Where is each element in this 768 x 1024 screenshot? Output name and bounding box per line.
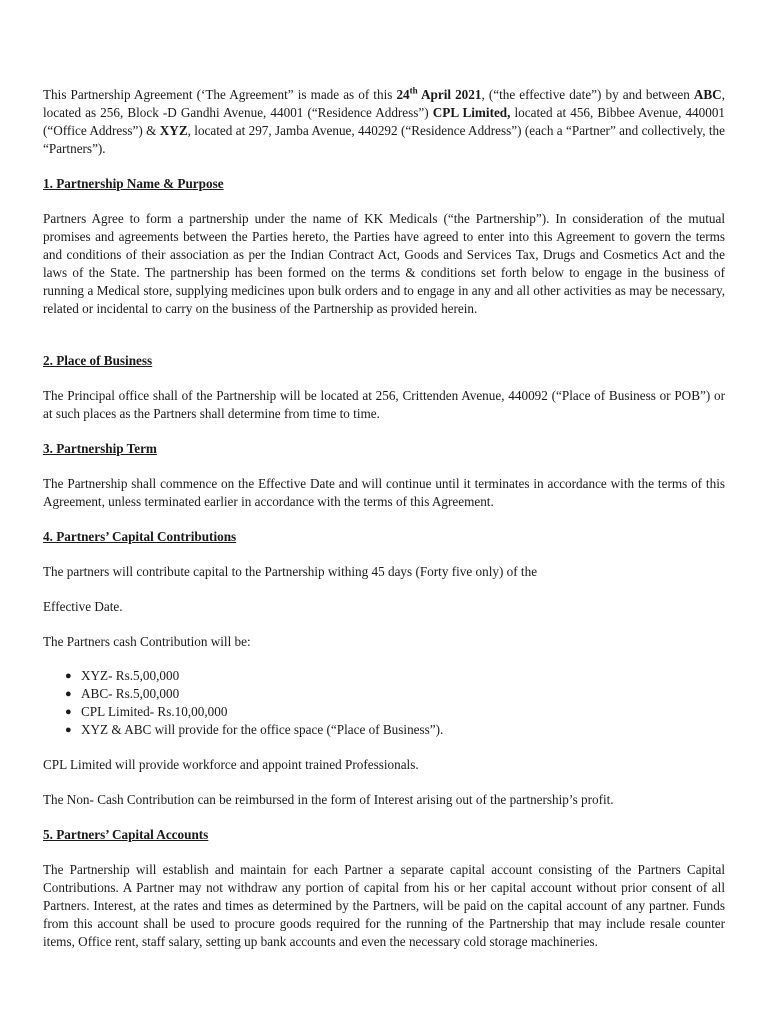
section-4-paragraph-4: CPL Limited will provide workforce and appoint trained Professionals. xyxy=(43,757,419,772)
intro-text-1: This Partnership Agreement (‘The Agreement” is made as of this xyxy=(43,87,397,102)
intro-text-2: , (“the effective date”) by and between xyxy=(481,87,694,102)
intro-paragraph xyxy=(43,86,725,158)
list-item xyxy=(65,667,725,685)
bullet-icon: ● xyxy=(65,706,72,718)
section-3-heading: 3. Partnership Term xyxy=(43,441,157,456)
intro-text-3: , located as 256, Block -D Gandhi Avenue, 44001 (“Residence Address”) xyxy=(43,87,725,120)
list-item xyxy=(65,703,725,721)
list-item-text: XYZ & ABC will provide for the office space (“Place of Business”). xyxy=(81,722,444,737)
section-2-heading: 2. Place of Business xyxy=(43,353,153,368)
section-3-body: The Partnership shall commence on the Effective Date and will continue until it terminates in accordance with the terms of this Agreement, unless terminated earlier in accordance with the terms of this Agreement. xyxy=(43,476,725,509)
party-cpl: CPL Limited, xyxy=(432,105,511,120)
section-1-body: Partners Agree to form a partnership under the name of KK Medicals (“the Partnership”). In consideration of the mutual promises and agreements between the Parties hereto, the Parties have agreed to enter into this Agreement to govern the terms and conditions of their association as per the Indian Contract Act, Goods and Services Tax, Drugs and Cosmetics Act and the laws of the State. The partnership has been formed on the terms & conditions set forth below to engage in the business of running a Medical store, supplying medicines upon bulk orders and to engage in any and all other activities as may be necessary, related or incidental to carry on the business of the Partnership as provided herein. xyxy=(43,211,725,316)
section-5-heading: 5. Partners’ Capital Accounts xyxy=(43,827,209,842)
bullet-icon: ● xyxy=(65,670,72,682)
list-item-text: ABC- Rs.5,00,000 xyxy=(81,686,180,701)
section-4-paragraph-5: The Non- Cash Contribution can be reimbursed in the form of Interest arising out of the partnership’s profit. xyxy=(43,792,614,807)
contribution-list xyxy=(43,667,725,739)
party-abc: ABC xyxy=(693,87,722,102)
section-2-body: The Principal office shall of the Partnership will be located at 256, Crittenden Avenue, 440092 (“Place of Business or POB”) or at such places as the Partners shall determine from time to time. xyxy=(43,388,725,421)
list-item-text: CPL Limited- Rs.10,00,000 xyxy=(81,704,228,719)
section-4-heading: 4. Partners’ Capital Contributions xyxy=(43,529,237,544)
party-xyz: XYZ xyxy=(159,123,188,138)
bullet-icon: ● xyxy=(65,724,72,736)
section-1-heading: 1. Partnership Name & Purpose xyxy=(43,176,224,191)
section-4-paragraph-1: The partners will contribute capital to the Partnership withing 45 days (Forty five only) of the xyxy=(43,564,538,579)
section-5-body: The Partnership will establish and maintain for each Partner a separate capital account consisting of the Partners Capital Contributions. A Partner may not withdraw any portion of capital from his or her capital account without prior consent of all Partners. Interest, at the rates and times as determined by the Partners, will be paid on the capital account of any partner. Funds from this account shall be used to procure goods required for the running of the Partnership that may include resale counter items, Office rent, staff salary, setting up bank accounts and even the necessary cold storage machineries. xyxy=(43,862,725,949)
document-page xyxy=(43,86,725,951)
list-item-text: XYZ- Rs.5,00,000 xyxy=(81,668,180,683)
intro-text-4: located at 456, Bibbee Avenue, 440001 (“Office Address”) & xyxy=(43,105,726,138)
agreement-month-year: April 2021 xyxy=(417,87,482,102)
agreement-day: 24 xyxy=(396,87,410,102)
list-item xyxy=(65,721,725,739)
agreement-day-suffix: th xyxy=(409,85,418,96)
intro-text-5: , located at 297, Jamba Avenue, 440292 (“Residence Address”) (each a “Partner” and collectively, the “Partners”). xyxy=(43,123,725,156)
section-4-paragraph-2: Effective Date. xyxy=(43,599,123,614)
section-4-paragraph-3: The Partners cash Contribution will be: xyxy=(43,634,251,649)
list-item xyxy=(65,685,725,703)
bullet-icon: ● xyxy=(65,688,72,700)
